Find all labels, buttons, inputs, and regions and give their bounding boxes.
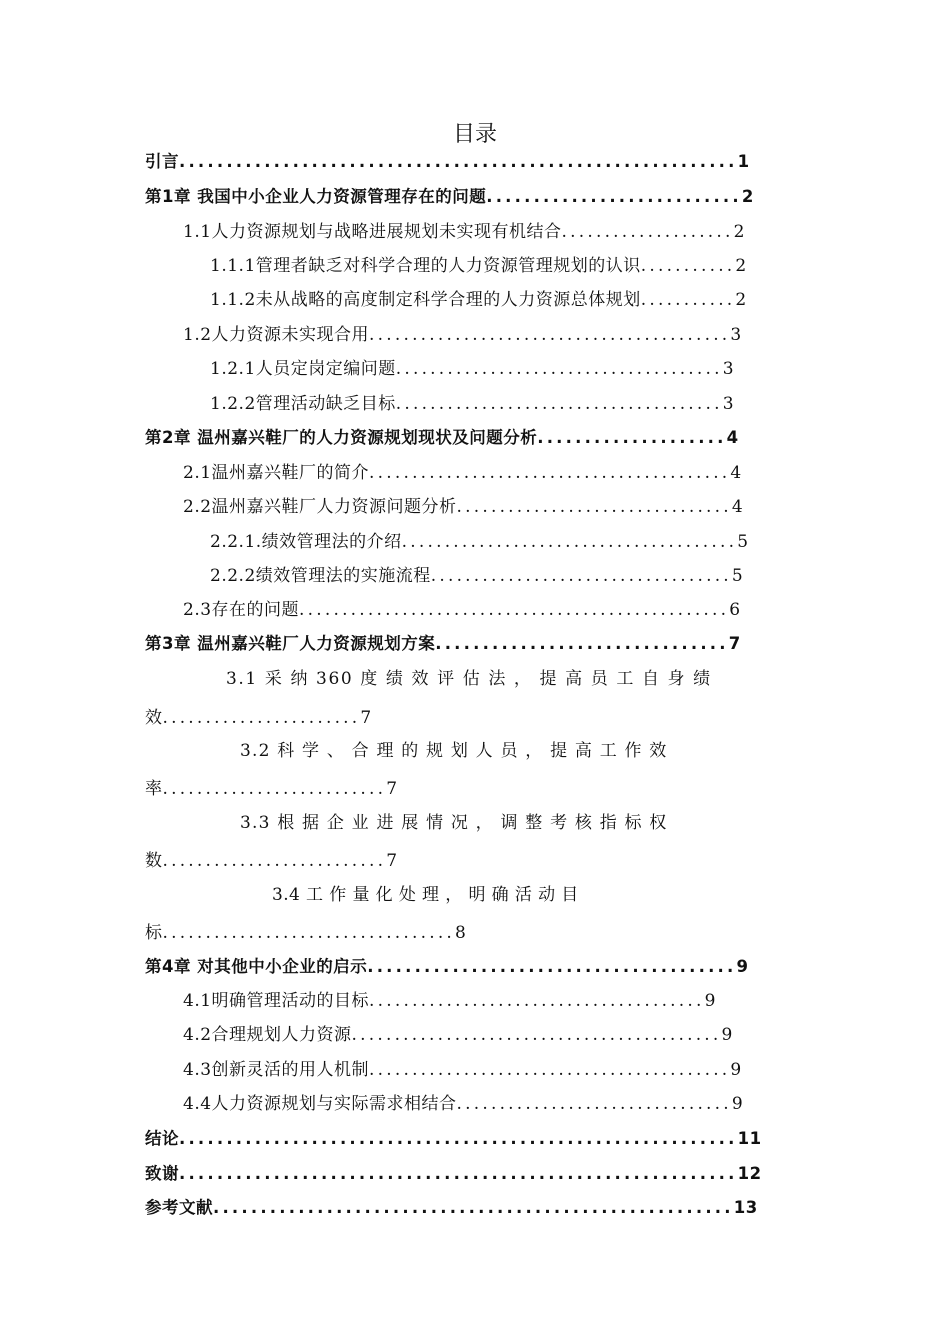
leader-dots: ....................................... [367, 957, 737, 976]
entry-text: 效 [145, 708, 163, 728]
entry-text: 第4章 对其他中小企业的启示 [145, 957, 368, 976]
page-number: 9 [736, 957, 749, 976]
leader-dots: ................................ [456, 1094, 732, 1114]
page-number: 7 [728, 634, 741, 653]
page-number: 2 [735, 256, 747, 276]
leader-dots: ....................................................... [213, 1198, 734, 1217]
entry-text: 第3章 温州嘉兴鞋厂人力资源规划方案 [145, 634, 436, 653]
page-number: 8 [455, 923, 467, 943]
toc-entry-references[interactable] [145, 1196, 758, 1220]
entry-text: 3.4 工 作 量 化 处 理 ， 明 确 活 动 目 [272, 885, 579, 905]
toc-entry-2-3[interactable] [183, 598, 741, 622]
page-number: 4 [730, 463, 742, 483]
entry-text: 1.2.2管理活动缺乏目标 [210, 394, 396, 414]
page-number: 3 [730, 325, 742, 345]
page-number: 7 [386, 851, 398, 871]
page-number: 2 [741, 187, 754, 206]
entry-text: 2.2.1.绩效管理法的介绍 [210, 532, 402, 552]
leader-dots: ................................... [430, 566, 732, 586]
toc-entry-chapter-3[interactable] [145, 632, 741, 656]
entry-text: 第2章 温州嘉兴鞋厂的人力资源规划现状及问题分析 [145, 428, 538, 447]
entry-text: 4.4人力资源规划与实际需求相结合 [183, 1094, 457, 1114]
page-number: 9 [730, 1060, 742, 1080]
toc-entry-1-2-2[interactable] [210, 392, 734, 416]
toc-entry-acknowledgements[interactable] [145, 1162, 762, 1186]
leader-dots: ....................... [162, 708, 361, 728]
leader-dots: .................................................. [299, 600, 730, 620]
entry-text: 2.2.2绩效管理法的实施流程 [210, 566, 431, 586]
page-number: 6 [729, 600, 741, 620]
page-number: 11 [737, 1129, 762, 1148]
page-number: 12 [737, 1164, 762, 1183]
page-number: 7 [386, 779, 398, 799]
entry-text: 2.1温州嘉兴鞋厂的简介 [183, 463, 370, 483]
toc-entry-intro[interactable] [145, 150, 750, 174]
leader-dots: ........................... [486, 187, 742, 206]
page-number: 7 [360, 708, 372, 728]
entry-text: 第1章 我国中小企业人力资源管理存在的问题 [145, 187, 487, 206]
entry-text: 率 [145, 779, 163, 799]
leader-dots: ................................ [456, 497, 732, 517]
leader-dots: .......................... [162, 779, 387, 799]
leader-dots: ....................................... [401, 532, 738, 552]
entry-text: 4.1明确管理活动的目标 [183, 991, 370, 1011]
toc-entry-1-1-1[interactable] [210, 254, 747, 278]
toc-entry-1-1[interactable] [183, 220, 745, 244]
leader-dots: ....................................... [369, 991, 705, 1011]
entry-text: 4.3创新灵活的用人机制 [183, 1060, 370, 1080]
entry-text: 1.1人力资源规划与战略进展规划未实现有机结合 [183, 222, 562, 242]
page-number: 2 [735, 290, 747, 310]
toc-entry-1-1-2[interactable] [210, 288, 747, 312]
entry-text: 2.3存在的问题 [183, 600, 300, 620]
toc-entry-3-1-line-2[interactable] [145, 706, 372, 730]
page-number: 9 [721, 1025, 733, 1045]
toc-entry-4-2[interactable] [183, 1023, 733, 1047]
entry-text: 参考文献 [145, 1198, 213, 1217]
page-number: 4 [726, 428, 739, 447]
toc-entry-chapter-4[interactable] [145, 955, 748, 979]
toc-entry-4-3[interactable] [183, 1058, 742, 1082]
toc-entry-conclusion[interactable] [145, 1127, 762, 1151]
toc-entry-chapter-1[interactable] [145, 185, 754, 209]
entry-text: 1.2.1人员定岗定编问题 [210, 359, 396, 379]
leader-dots: ........................................... [351, 1025, 722, 1045]
entry-text: 致谢 [145, 1164, 179, 1183]
toc-entry-chapter-2[interactable] [145, 426, 739, 450]
page-number: 1 [737, 152, 750, 171]
leader-dots: ...................................... [395, 394, 723, 414]
toc-entry-3-2-line-1[interactable] [240, 739, 668, 763]
leader-dots: .................... [537, 428, 727, 447]
leader-dots: .......................................... [369, 463, 731, 483]
toc-entry-3-4-line-2[interactable] [145, 921, 466, 945]
leader-dots: ........... [640, 290, 736, 310]
leader-dots: .................... [561, 222, 734, 242]
leader-dots: ........................................................... [179, 1164, 738, 1183]
page-number: 5 [737, 532, 749, 552]
toc-entry-2-2[interactable] [183, 495, 743, 519]
leader-dots: .................................. [162, 923, 456, 943]
entry-text: 数 [145, 851, 163, 871]
entry-text: 4.2合理规划人力资源 [183, 1025, 352, 1045]
page-number: 4 [731, 497, 744, 517]
leader-dots: ............................... [435, 634, 729, 653]
toc-entry-1-2[interactable] [183, 323, 742, 347]
toc-entry-3-3-line-1[interactable] [240, 811, 668, 835]
toc-entry-4-4[interactable] [183, 1092, 743, 1116]
entry-text: 1.2人力资源未实现合用 [183, 325, 370, 345]
leader-dots: ........... [640, 256, 736, 276]
page-number: 13 [733, 1198, 758, 1217]
leader-dots: ...................................... [395, 359, 723, 379]
page-number: 3 [722, 359, 735, 379]
leader-dots: ........................................................... [179, 1129, 738, 1148]
toc-entry-2-2-2[interactable] [210, 564, 743, 588]
entry-text: 标 [145, 923, 163, 943]
toc-entry-2-2-1[interactable] [210, 530, 749, 554]
page-number: 2 [733, 222, 745, 242]
leader-dots: .......................................... [369, 325, 731, 345]
leader-dots: .......................... [162, 851, 387, 871]
entry-text: 2.2温州嘉兴鞋厂人力资源问题分析 [183, 497, 457, 517]
toc-entry-1-2-1[interactable] [210, 357, 734, 381]
leader-dots: ........................................................... [179, 152, 738, 171]
toc-entry-3-3-line-2[interactable] [145, 849, 398, 873]
page-number: 9 [704, 991, 716, 1011]
toc-entry-3-2-line-2[interactable] [145, 777, 398, 801]
entry-text: 3.3 根 据 企 业 进 展 情 况 ， 调 整 考 核 指 标 权 [240, 813, 668, 833]
toc-title: 目录 [452, 122, 497, 147]
page-number: 3 [722, 394, 735, 414]
entry-text: 3.1 采 纳 360 度 绩 效 评 估 法 ， 提 高 员 工 自 身 绩 [226, 669, 712, 689]
page-number: 5 [731, 566, 744, 586]
entry-text: 3.2 科 学 、 合 理 的 规 划 人 员 ， 提 高 工 作 效 [240, 741, 668, 761]
toc-entry-4-1[interactable] [183, 989, 716, 1013]
toc-entry-3-4-line-1[interactable] [272, 883, 579, 907]
toc-entry-2-1[interactable] [183, 461, 742, 485]
toc-entry-3-1-line-1[interactable] [226, 667, 712, 691]
entry-text: 1.1.1管理者缺乏对科学合理的人力资源管理规划的认识 [210, 256, 641, 276]
leader-dots: .......................................... [369, 1060, 731, 1080]
entry-text: 1.1.2未从战略的高度制定科学合理的人力资源总体规划 [210, 290, 641, 310]
entry-text: 引言 [145, 152, 179, 171]
entry-text: 结论 [145, 1129, 179, 1148]
page-number: 9 [731, 1094, 744, 1114]
